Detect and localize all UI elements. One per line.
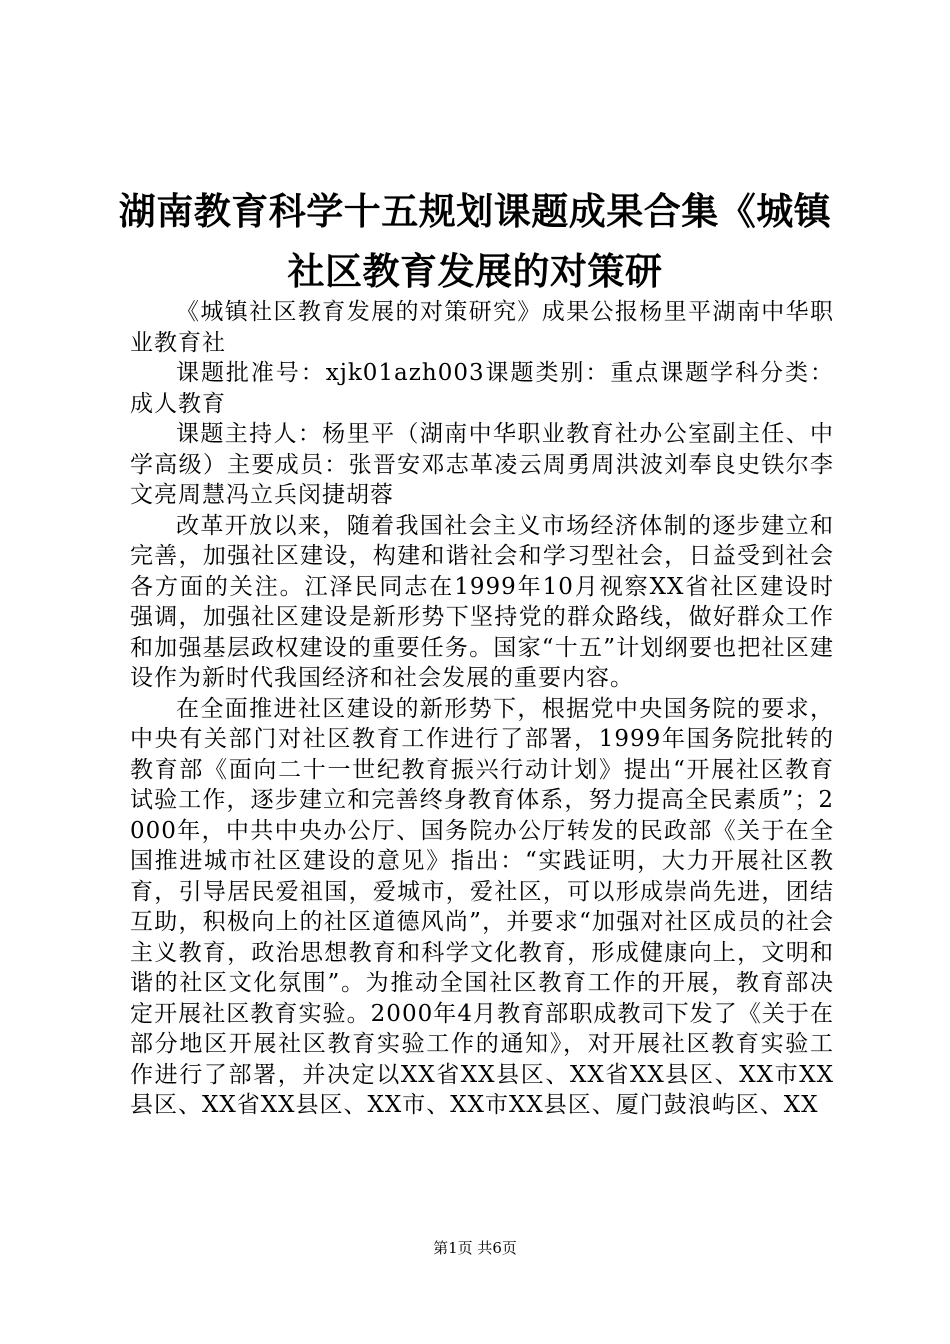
paragraph-announcement: 《城镇社区教育发展的对策研究》成果公报杨里平湖南中华职业教育社 bbox=[130, 299, 834, 356]
paragraph-policy: 在全面推进社区建设的新形势下，根据党中央国务院的要求，中央有关部门对社区教育工作进行了部署，1999年国务院批转的教育部《面向二十一世纪教育振兴行动计划》提出“开展社区教育试验工作，逐步建立和完善终身教育体系，努力提高全民素质”；2000年，中共中央办公厅、国务院办公厅转发的民政部《关于在全国推进城市社区建设的意见》指出：“实践证明，大力开展社区教育，引导居民爱祖国，爱城市，爱社区，可以形成崇尚先进，团结互助，积极向上的社区道德风尚”，并要求“加强对社区成员的社会主义教育，政治思想教育和科学文化教育，形成健康向上，文明和谐的社区文化氛围”。为推动全国社区教育工作的开展，教育部决定开展社区教育实验。2000年4月教育部职成教司下发了《关于在部分地区开展社区教育实验工作的通知》，对开展社区教育实验工作进行了部署，并决定以XX省XX县区、XX省XX县区、XX市XX县区、XX省XX县区、XX市、XX市XX县区、厦门鼓浪屿区、XX bbox=[130, 695, 834, 1118]
document-body bbox=[130, 297, 834, 1121]
paragraph-members: 课题主持人：杨里平（湖南中华职业教育社办公室副主任、中学高级）主要成员：张晋安邓志革凌云周勇周洪波刘奉良史铁尔李文亮周慧冯立兵闵捷胡蓉 bbox=[130, 421, 834, 508]
document-title: 湖南教育科学十五规划课题成果合集《城镇社区教育发展的对策研 bbox=[118, 190, 832, 293]
page-number-footer: 第1页 共6页 bbox=[433, 1239, 517, 1257]
paragraph-approval-number: 课题批准号：xjk01azh003课题类别：重点课题学科分类：成人教育 bbox=[130, 360, 834, 417]
paragraph-background: 改革开放以来，随着我国社会主义市场经济体制的逐步建立和完善，加强社区建设，构建和谐社会和学习型社会，日益受到社会各方面的关注。江泽民同志在1999年10月视察XX省社区建设时强调，加强社区建设是新形势下坚持党的群众路线，做好群众工作和加强基层政权建设的重要任务。国家“十五”计划纲要也把社区建设作为新时代我国经济和社会发展的重要内容。 bbox=[130, 512, 834, 691]
